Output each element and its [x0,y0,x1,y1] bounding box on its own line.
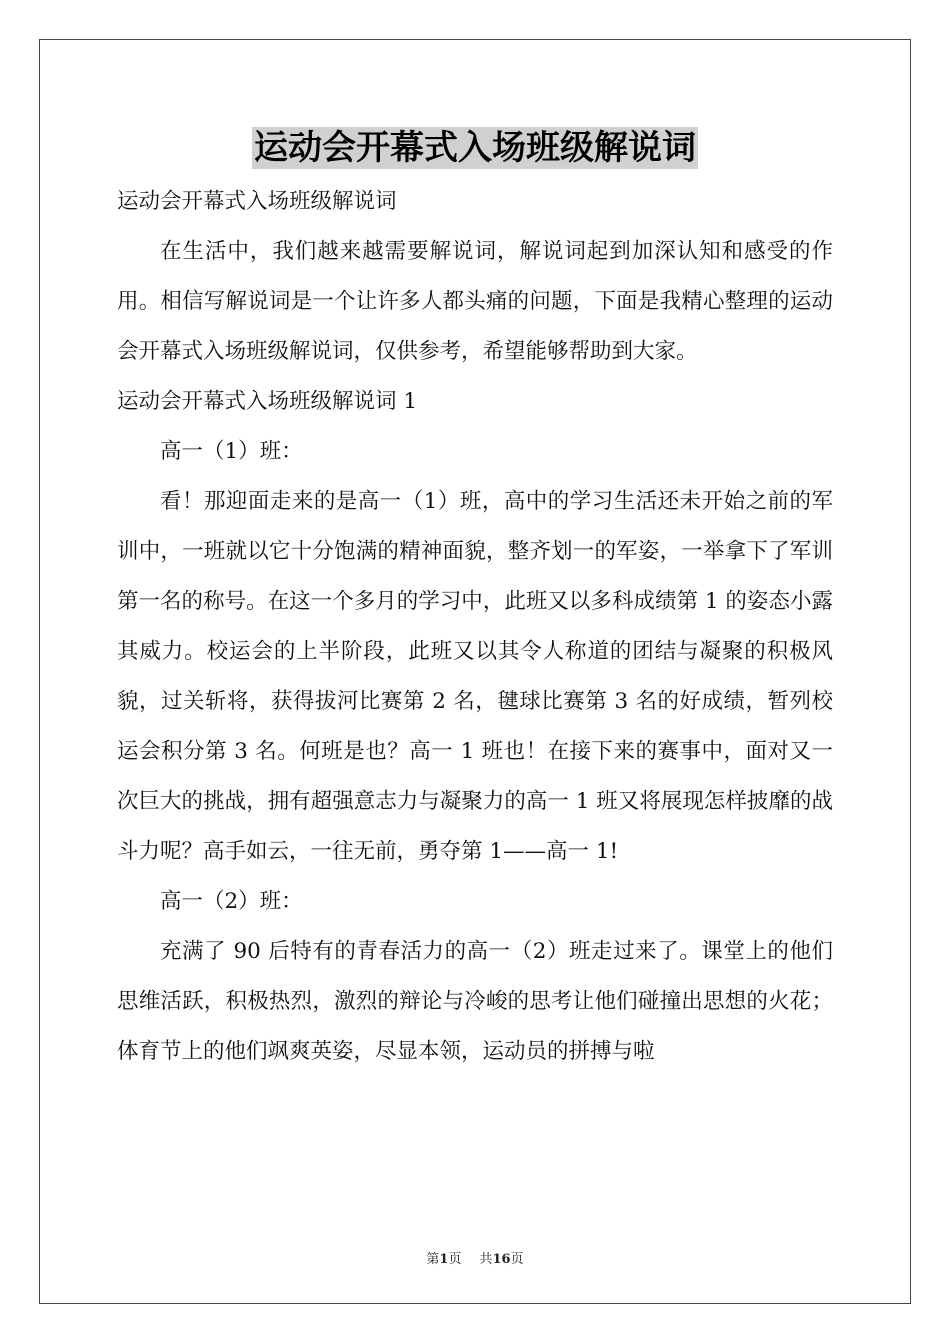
total-suffix: 页 [510,1252,524,1267]
subtitle-paragraph: 运动会开幕式入场班级解说词 [117,189,397,214]
document-title: 运动会开幕式入场班级解说词 [254,128,696,168]
page-total: 16 [492,1252,511,1267]
page-footer [0,1248,950,1267]
section-heading: 运动会开幕式入场班级解说词 1 [117,389,418,414]
class-heading-2: 高一（2）班： [160,889,303,914]
intro-paragraph: 在生活中，我们越来越需要解说词，解说词起到加深认知和感受的作用。相信写解说词是一个让许多人都头痛的问题，下面是我精心整理的运动会开幕式入场班级解说词，仅供参考，希望能够帮助到大家。 [117,239,833,364]
total-prefix: 共 [479,1252,493,1267]
class-heading-1: 高一（1）班： [160,439,303,464]
page-suffix: 页 [448,1252,462,1267]
page-prefix: 第 [426,1252,440,1267]
title-container [0,127,950,169]
page-current: 1 [439,1252,449,1267]
class-2-paragraph: 充满了 90 后特有的青春活力的高一（2）班走过来了。课堂上的他们思维活跃，积极热烈，激烈的辩论与冷峻的思考让他们碰撞出思想的火花；体育节上的他们飒爽英姿，尽显本领，运动员的拼搏与啦 [117,939,833,1064]
document-body [117,177,833,1077]
class-1-paragraph: 看！那迎面走来的是高一（1）班，高中的学习生活还未开始之前的军训中，一班就以它十分饱满的精神面貌，整齐划一的军姿，一举拿下了军训第一名的称号。在这一个多月的学习中，此班又以多科成绩第 1 的姿态小露其威力。校运会的上半阶段，此班又以其令人称道的团结与凝聚的积极风貌，过关斩将，获得拔河比赛第 2 名，毽球比赛第 3 名的好成绩，暂列校运会积分第 3 名。何班是也？高一 1 班也！在接下来的赛事中，面对又一次巨大的挑战，拥有超强意志力与凝聚力的高一 1 班又将展现怎样披靡的战斗力呢？高手如云，一往无前，勇夺第 1——高一 1! [117,489,833,864]
